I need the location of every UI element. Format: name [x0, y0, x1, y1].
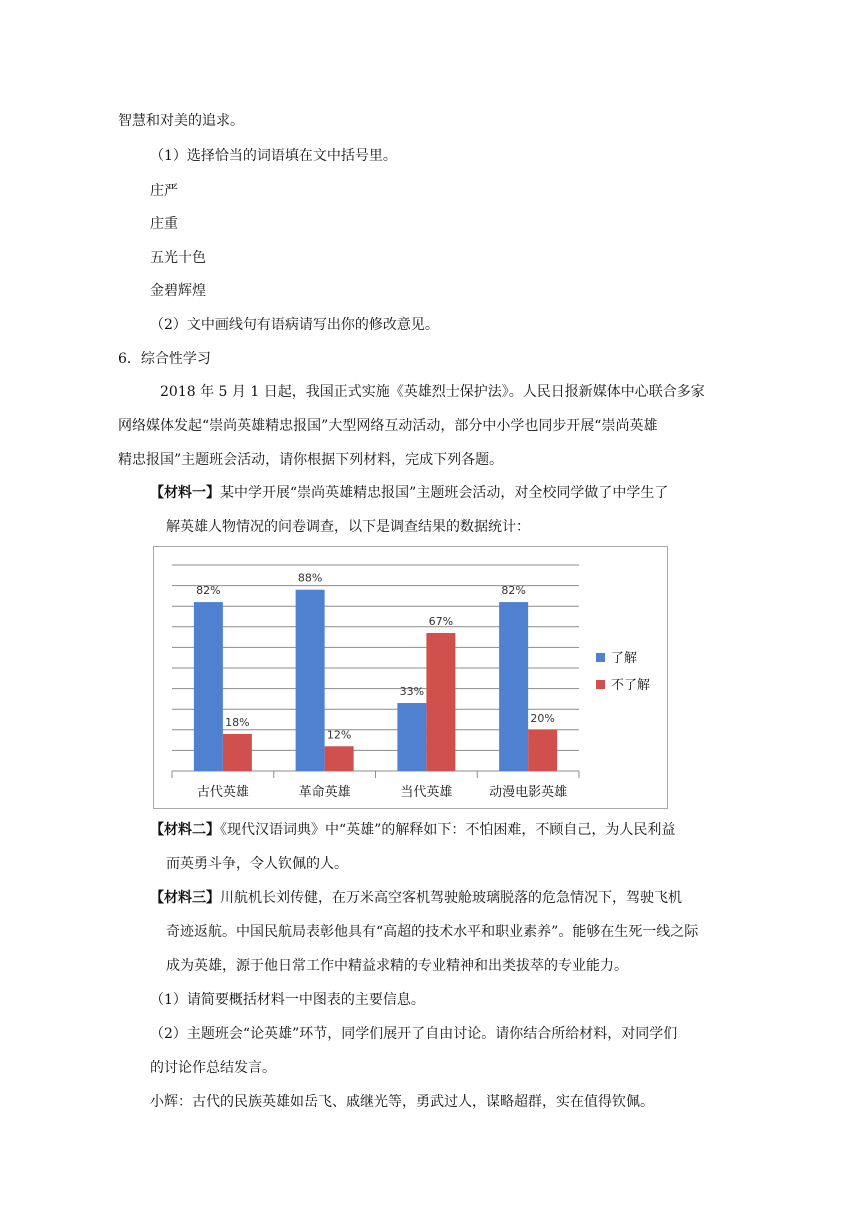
bar-unknown	[528, 730, 557, 771]
data-label: 82%	[501, 584, 526, 598]
material-1-tag: 【材料一】	[150, 485, 220, 501]
bar-unknown	[223, 734, 252, 771]
section-heading: 6．综合性学习	[118, 351, 211, 367]
material-2-line-1	[150, 820, 675, 840]
material-3-line-1	[150, 888, 682, 908]
option-wuguangshise: 五光十色	[150, 250, 206, 266]
bar-unknown	[426, 633, 455, 771]
legend-label: 了解	[611, 651, 638, 666]
bar-unknown	[325, 746, 354, 771]
intro-line-3: 精忠报国”主题班会活动，请你根据下列材料，完成下列各题。	[118, 452, 504, 468]
xiaohui-statement: 小辉：古代的民族英雄如岳飞、戚继光等，勇武过人，谋略超群，实在值得钦佩。	[150, 1094, 654, 1110]
option-zhuangyan: 庄严	[150, 183, 178, 199]
data-label: 18%	[225, 715, 250, 729]
intro-line-2: 网络媒体发起“崇尚英雄精忠报国”大型网络互动活动，部分中小学也同步开展“崇尚英雄	[118, 418, 658, 434]
material-3-text: 川航机长刘传健，在万米高空客机驾驶舱玻璃脱落的危急情况下，驾驶飞机	[220, 890, 682, 906]
question-4-line-1: （2）主题班会“论英雄”环节，同学们展开了自由讨论。请你结合所给材料，对同学们	[150, 1026, 678, 1042]
option-jinbihuihuang: 金碧辉煌	[150, 283, 206, 299]
material-1-line-2: 解英雄人物情况的问卷调查，以下是调查结果的数据统计：	[166, 519, 530, 535]
data-label: 33%	[399, 685, 425, 699]
x-tick-label: 当代英雄	[400, 785, 453, 800]
material-2-tag: 【材料二】	[150, 822, 220, 838]
x-tick-label: 革命英雄	[298, 785, 351, 800]
legend-label: 不了解	[611, 678, 651, 693]
material-2-line-2: 而英勇斗争，令人钦佩的人。	[166, 856, 348, 872]
material-3-line-3: 成为英雄，源于他日常工作中精益求精的专业精神和出类拔萃的专业能力。	[166, 958, 628, 974]
bar-chart	[153, 546, 668, 809]
material-2-text: 《现代汉语词典》中“英雄”的解释如下：不怕困难，不顾自己，为人民利益	[220, 822, 676, 838]
option-zhuangzhong: 庄重	[150, 216, 178, 232]
material-3-line-2: 奇迹返航。中国民航局表彰他具有“高超的技术水平和职业素养”。能够在生死一线之际	[166, 924, 699, 940]
material-1-text: 某中学开展“崇尚英雄精忠报国”主题班会活动，对全校同学做了中学生了	[220, 485, 669, 501]
bar-known	[397, 703, 426, 771]
material-3-tag: 【材料三】	[150, 890, 220, 906]
x-tick-label: 动漫电影英雄	[489, 785, 568, 800]
data-label: 20%	[530, 711, 555, 725]
data-label: 67%	[428, 614, 454, 628]
bar-chart-svg	[154, 547, 669, 810]
x-tick-label: 古代英雄	[196, 785, 249, 800]
paragraph-ending: 智慧和对美的追求。	[118, 113, 244, 129]
question-2: （2）文中画线句有语病请写出你的修改意见。	[150, 317, 439, 333]
question-1: （1）选择恰当的词语填在文中括号里。	[150, 148, 397, 164]
data-label: 88%	[297, 571, 323, 585]
legend-swatch	[596, 680, 605, 689]
intro-line-1: 2018 年 5 月 1 日起，我国正式实施《英雄烈士保护法》。人民日报新媒体中心联合多家	[160, 384, 705, 400]
question-4-line-2: 的讨论作总结发言。	[150, 1060, 276, 1076]
bar-known	[194, 602, 223, 771]
bar-known	[296, 590, 325, 771]
data-label: 12%	[326, 728, 352, 742]
data-label: 82%	[196, 584, 221, 598]
bar-known	[499, 602, 528, 771]
material-1-line-1	[150, 483, 668, 503]
legend-swatch	[596, 653, 605, 662]
question-3: （1）请简要概括材料一中图表的主要信息。	[150, 992, 425, 1008]
